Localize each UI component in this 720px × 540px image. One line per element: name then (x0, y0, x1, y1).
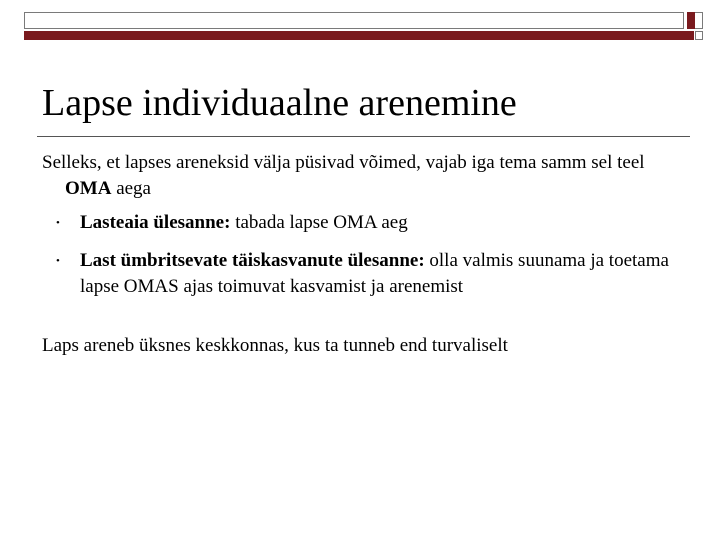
header-corner-lower-box (695, 31, 703, 40)
intro-paragraph (42, 150, 682, 202)
bullet-text: tabada lapse OMA aeg (230, 212, 408, 233)
list-item (42, 248, 682, 300)
header-accent-bar (24, 31, 694, 40)
list-item (42, 210, 682, 236)
intro-text-part2: aega (111, 178, 151, 199)
intro-text-part1: Selleks, et lapses areneksid välja püsivad võimed, vajab iga tema samm sel teel (42, 152, 645, 173)
slide-title: Lapse individuaalne arenemine (42, 82, 517, 124)
header-decoration-box (24, 12, 684, 29)
header-corner-fill (687, 12, 695, 29)
bullet-heading: Last ümbritsevate täiskasvanute ülesanne: (80, 250, 425, 271)
bullet-text: olla valmis suunama ja toetama lapse OMAS ajas toimuvat kasvamist ja arenemist (80, 250, 669, 297)
intro-text-bold: OMA (65, 178, 112, 199)
bullet-list (42, 210, 682, 300)
title-divider (37, 136, 690, 137)
bullet-heading: Lasteaia ülesanne: (80, 212, 231, 233)
slide-body (42, 150, 682, 359)
closing-paragraph: Laps areneb üksnes keskkonnas, kus ta tunneb end turvaliselt (42, 335, 508, 356)
bullet-icon: • (56, 255, 60, 267)
bullet-icon: • (56, 217, 60, 229)
